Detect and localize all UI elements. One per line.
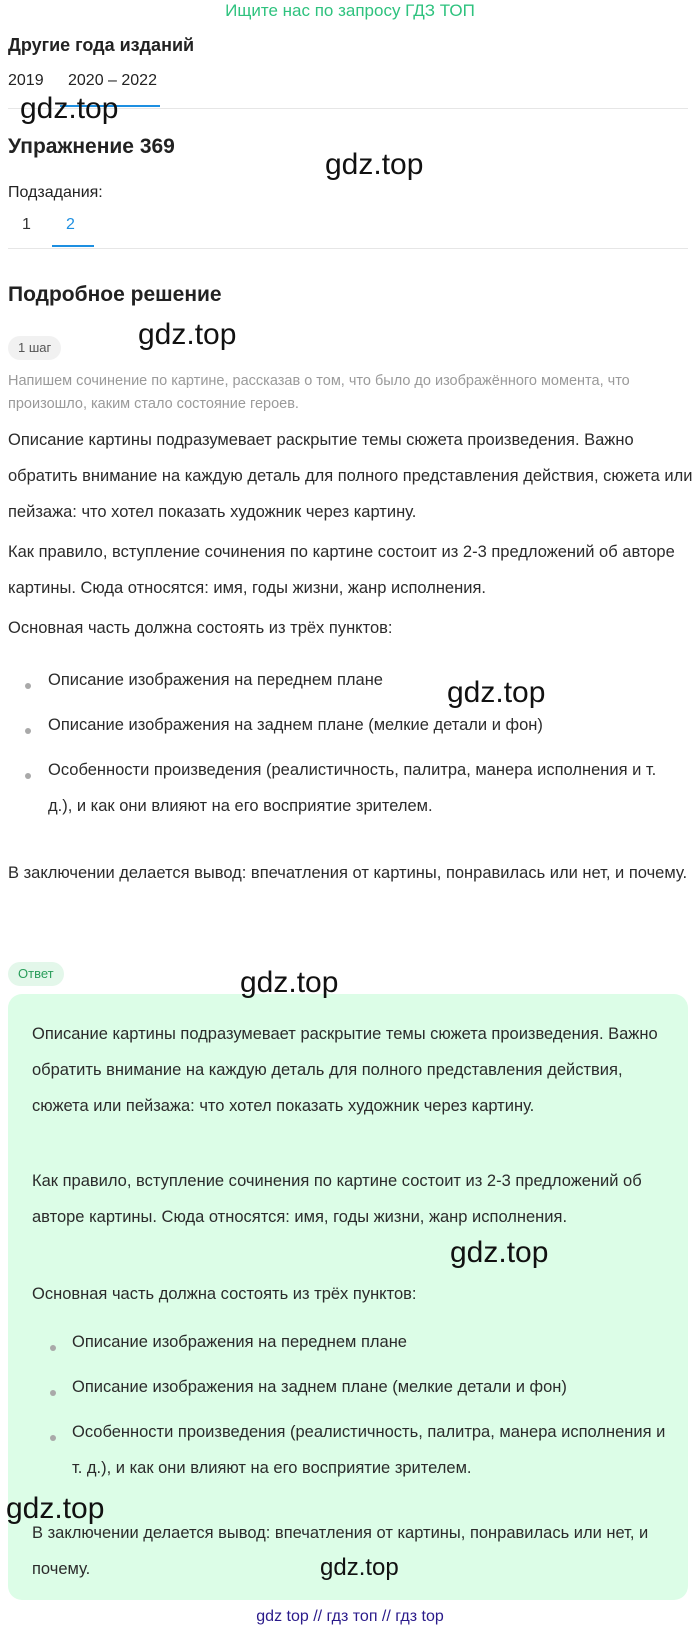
year-tab-2019[interactable]: 2019 xyxy=(8,72,44,89)
bullet-icon xyxy=(25,683,31,689)
subtasks-label: Подзадания: xyxy=(8,184,103,201)
solution-hint: Напишем сочинение по картине, рассказав о том, что было до изображённого момента, что произошло, каким стало состояние героев. xyxy=(8,373,630,412)
watermark: gdz.top xyxy=(450,1236,549,1269)
answer-paragraph: Основная часть должна состоять из трёх пунктов: xyxy=(32,1285,417,1303)
watermark: gdz.top xyxy=(240,966,339,999)
year-tab-2020-2022[interactable]: 2020 – 2022 xyxy=(68,72,157,89)
exercise-title: Упражнение 369 xyxy=(8,135,175,158)
answer-paragraph: Как правило, вступление сочинения по картине состоит из 2-3 предложений об авторе картины. Сюда относятся: имя, годы жизни, жанр исполнения. xyxy=(32,1172,642,1226)
list-item: Описание изображения на заднем плане (мелкие детали и фон) xyxy=(72,1378,567,1396)
bullet-icon xyxy=(25,773,31,779)
bullet-icon xyxy=(50,1390,56,1396)
solution-paragraph: Основная часть должна состоять из трёх пунктов: xyxy=(8,619,393,637)
list-item: Особенности произведения (реалистичность, палитра, манера исполнения и т. д.), и как они влияют на его восприятие зрителем. xyxy=(48,761,657,815)
list-item: Особенности произведения (реалистичность, палитра, манера исполнения и т. д.), и как они влияют на его восприятие зрителем. xyxy=(72,1423,666,1477)
watermark: gdz.top xyxy=(20,92,119,125)
watermark: gdz.top xyxy=(6,1492,105,1525)
other-years-title: Другие года изданий xyxy=(8,35,195,55)
step-badge: 1 шаг xyxy=(8,336,61,360)
list-item: Описание изображения на переднем плане xyxy=(48,671,383,689)
solution-paragraph: Описание картины подразумевает раскрытие темы сюжета произведения. Важно обратить внимание на каждую деталь для полного представления действия, сюжета или пейзажа: что хотел показать художник через картину. xyxy=(8,431,693,521)
active-subtask-indicator xyxy=(52,245,94,247)
watermark: gdz.top xyxy=(320,1554,399,1581)
bullet-icon xyxy=(50,1345,56,1351)
divider xyxy=(8,248,688,249)
watermark: gdz.top xyxy=(325,148,424,181)
solution-paragraph: В заключении делается вывод: впечатления от картины, понравилась или нет, и почему. xyxy=(8,864,688,882)
answer-badge: Ответ xyxy=(8,962,64,986)
solution-paragraph: Как правило, вступление сочинения по картине состоит из 2-3 предложений об авторе картины. Сюда относятся: имя, годы жизни, жанр исполнения. xyxy=(8,543,675,597)
subtask-tab-2[interactable]: 2 xyxy=(66,216,75,233)
answer-paragraph: В заключении делается вывод: впечатления от картины, понравилась или нет, и почему. xyxy=(32,1524,649,1578)
answer-paragraph: Описание картины подразумевает раскрытие темы сюжета произведения. Важно обратить внимание на каждую деталь для полного представления действия, сюжета или пейзажа: что хотел показать художник через картину. xyxy=(32,1025,658,1115)
solution-title: Подробное решение xyxy=(8,283,222,306)
bullet-icon xyxy=(25,728,31,734)
watermark: gdz.top xyxy=(447,676,546,709)
list-item: Описание изображения на переднем плане xyxy=(72,1333,407,1351)
list-item: Описание изображения на заднем плане (мелкие детали и фон) xyxy=(48,716,543,734)
subtask-tab-1[interactable]: 1 xyxy=(22,216,31,233)
bullet-icon xyxy=(50,1435,56,1441)
watermark: gdz.top xyxy=(138,318,237,351)
footer-links[interactable]: gdz top // гдз топ // гдз top xyxy=(256,1608,444,1625)
search-hint-link[interactable]: Ищите нас по запросу ГДЗ ТОП xyxy=(225,1,475,20)
